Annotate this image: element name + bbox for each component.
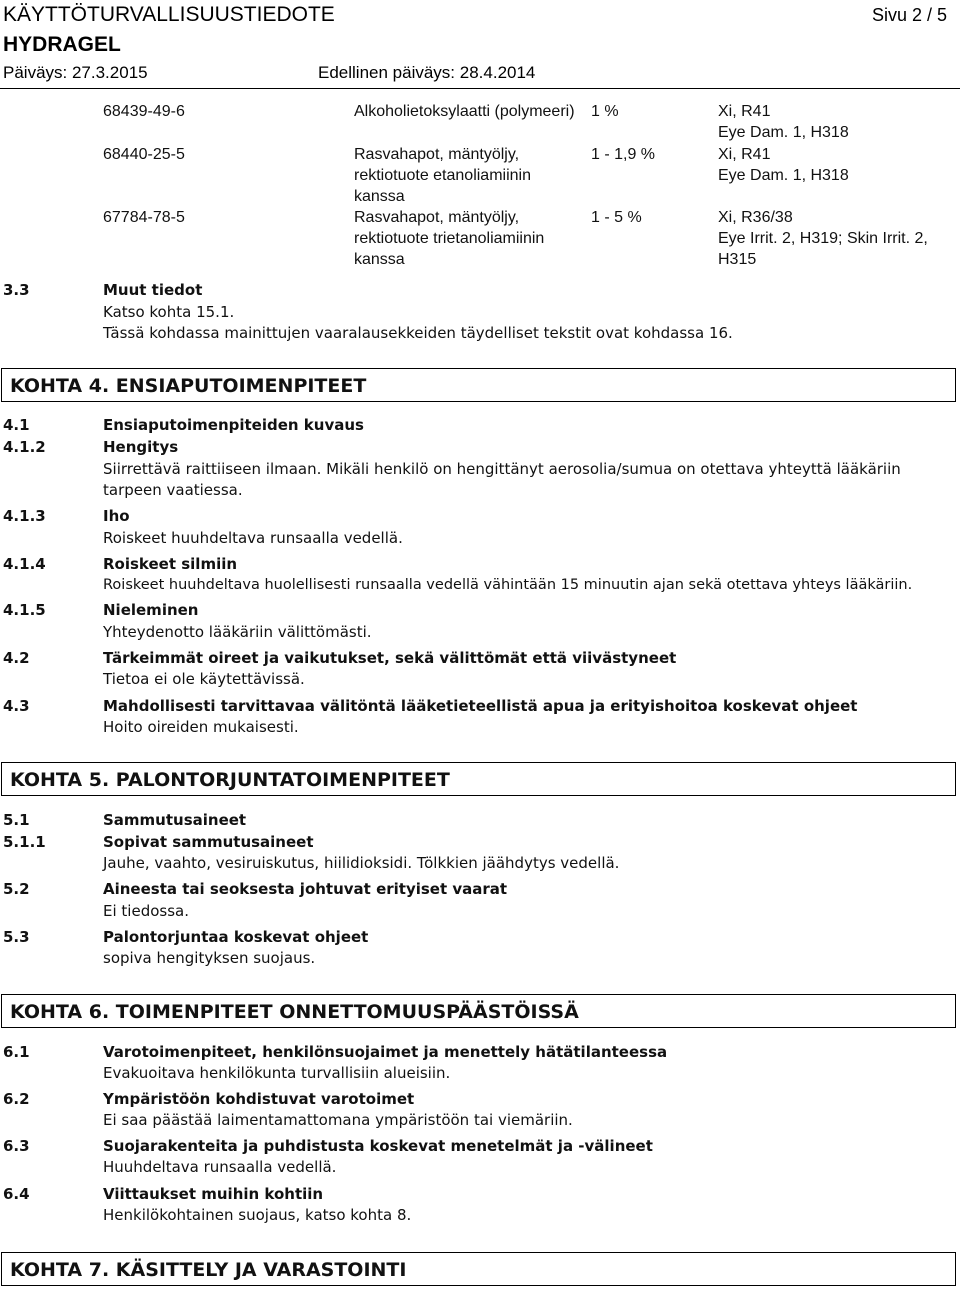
- section-number: 5.1.1: [3, 833, 46, 851]
- component-name: Rasvahapot, mäntyöljy,: [354, 146, 520, 163]
- section-heading: Muut tiedot: [103, 281, 203, 299]
- classification: Xi, R41: [718, 146, 771, 163]
- section-title: KOHTA 7. KÄSITTELY JA VARASTOINTI: [10, 1259, 407, 1281]
- section-number: 6.4: [3, 1185, 30, 1203]
- section-4-header: [1, 368, 956, 402]
- section-number: 3.3: [3, 281, 30, 299]
- concentration: 1 - 1,9 %: [591, 146, 656, 163]
- section-title: KOHTA 4. ENSIAPUTOIMENPITEET: [10, 375, 367, 397]
- section-title: KOHTA 6. TOIMENPITEET ONNETTOMUUSPÄÄSTÖISSÄ: [10, 1001, 579, 1023]
- section-heading: Ensiaputoimenpiteiden kuvaus: [103, 416, 364, 434]
- product-name: HYDRAGEL: [3, 33, 121, 56]
- section-text: sopiva hengityksen suojaus.: [103, 949, 316, 967]
- section-heading: Sammutusaineet: [103, 811, 247, 829]
- section-heading: Roiskeet silmiin: [103, 555, 238, 573]
- section-heading: Varotoimenpiteet, henkilönsuojaimet ja menettely hätätilanteessa: [103, 1043, 668, 1061]
- component-name: kanssa: [354, 251, 405, 268]
- previous-date: Edellinen päiväys: 28.4.2014: [318, 63, 536, 82]
- section-number: 6.3: [3, 1137, 30, 1155]
- section-text: Yhteydenotto lääkäriin välittömästi.: [103, 623, 372, 641]
- classification: Xi, R41: [718, 103, 771, 120]
- document-title: KÄYTTÖTURVALLISUUSTIEDOTE: [3, 3, 335, 26]
- revision-date: Päiväys: 27.3.2015: [3, 63, 148, 82]
- component-name: kanssa: [354, 188, 405, 205]
- section-title: KOHTA 5. PALONTORJUNTATOIMENPITEET: [10, 769, 450, 791]
- concentration: 1 - 5 %: [591, 209, 642, 226]
- section-heading: Tärkeimmät oireet ja vaikutukset, sekä välittömät että viivästyneet: [103, 649, 677, 667]
- concentration: 1 %: [591, 103, 619, 120]
- section-heading: Ympäristöön kohdistuvat varotoimet: [103, 1090, 415, 1108]
- component-name: rektiotuote etanoliamiinin: [354, 167, 531, 184]
- section-text: Roiskeet huuhdeltava huolellisesti runsaalla vedellä vähintään 15 minuutin ajan sekä otettava yhteys lääkäriin.: [103, 577, 913, 593]
- section-text: Henkilökohtainen suojaus, katso kohta 8.: [103, 1206, 412, 1224]
- component-name: Alkoholietoksylaatti (polymeeri): [354, 103, 575, 120]
- component-name: rektiotuote trietanoliamiinin: [354, 230, 545, 247]
- classification: Xi, R36/38: [718, 209, 793, 226]
- classification: H315: [718, 251, 757, 268]
- section-number: 5.3: [3, 928, 30, 946]
- component-name: Rasvahapot, mäntyöljy,: [354, 209, 520, 226]
- section-text: Katso kohta 15.1.: [103, 303, 235, 321]
- section-number: 4.1.3: [3, 507, 46, 525]
- section-number: 5.2: [3, 880, 30, 898]
- section-number: 5.1: [3, 811, 30, 829]
- section-text: Ei tiedossa.: [103, 902, 189, 920]
- section-heading: Aineesta tai seoksesta johtuvat erityiset vaarat: [103, 880, 508, 898]
- section-text: Jauhe, vaahto, vesiruiskutus, hiilidioksidi. Tölkkien jäähdytys vedellä.: [103, 854, 620, 872]
- section-text: Huuhdeltava runsaalla vedellä.: [103, 1158, 337, 1176]
- section-5-header: [1, 762, 956, 796]
- section-7-header: [1, 1252, 956, 1286]
- section-heading: Nieleminen: [103, 601, 199, 619]
- page-number: Sivu 2 / 5: [872, 5, 948, 25]
- section-heading: Iho: [103, 507, 130, 525]
- section-text: Evakuoitava henkilökunta turvallisiin alueisiin.: [103, 1064, 451, 1082]
- section-number: 4.1.2: [3, 438, 46, 456]
- cas-number: 68439-49-6: [103, 103, 185, 120]
- section-heading: Sopivat sammutusaineet: [103, 833, 314, 851]
- section-number: 4.1.4: [3, 555, 46, 573]
- section-heading: Mahdollisesti tarvittavaa välitöntä lääketieteellistä apua ja erityishoitoa koskevat ohjeet: [103, 697, 858, 715]
- classification: Eye Dam. 1, H318: [718, 124, 849, 141]
- section-heading: Suojarakenteita ja puhdistusta koskevat menetelmät ja -välineet: [103, 1137, 653, 1155]
- classification: Eye Dam. 1, H318: [718, 167, 849, 184]
- section-text: Tietoa ei ole käytettävissä.: [103, 670, 305, 688]
- section-number: 6.1: [3, 1043, 30, 1061]
- section-number: 6.2: [3, 1090, 30, 1108]
- section-heading: Viittaukset muihin kohtiin: [103, 1185, 324, 1203]
- section-number: 4.1: [3, 416, 30, 434]
- header-rule: [0, 88, 960, 89]
- section-text: Siirrettävä raittiiseen ilmaan. Mikäli henkilö on hengittänyt aerosolia/sumua on otettava yhteyttä lääkäriin: [103, 460, 901, 478]
- section-number: 4.3: [3, 697, 30, 715]
- section-text: Ei saa päästää laimentamattomana ympäristöön tai viemäriin.: [103, 1111, 573, 1129]
- section-heading: Palontorjuntaa koskevat ohjeet: [103, 928, 369, 946]
- section-text: Roiskeet huuhdeltava runsaalla vedellä.: [103, 529, 403, 547]
- cas-number: 67784-78-5: [103, 209, 185, 226]
- section-number: 4.2: [3, 649, 30, 667]
- cas-number: 68440-25-5: [103, 146, 185, 163]
- section-text: Hoito oireiden mukaisesti.: [103, 718, 299, 736]
- section-number: 4.1.5: [3, 601, 46, 619]
- section-text: tarpeen vaatiessa.: [103, 481, 243, 499]
- section-heading: Hengitys: [103, 438, 179, 456]
- section-6-header: [1, 994, 956, 1028]
- classification: Eye Irrit. 2, H319; Skin Irrit. 2,: [718, 230, 928, 247]
- section-text: Tässä kohdassa mainittujen vaaralausekkeiden täydelliset tekstit ovat kohdassa 16.: [103, 324, 733, 342]
